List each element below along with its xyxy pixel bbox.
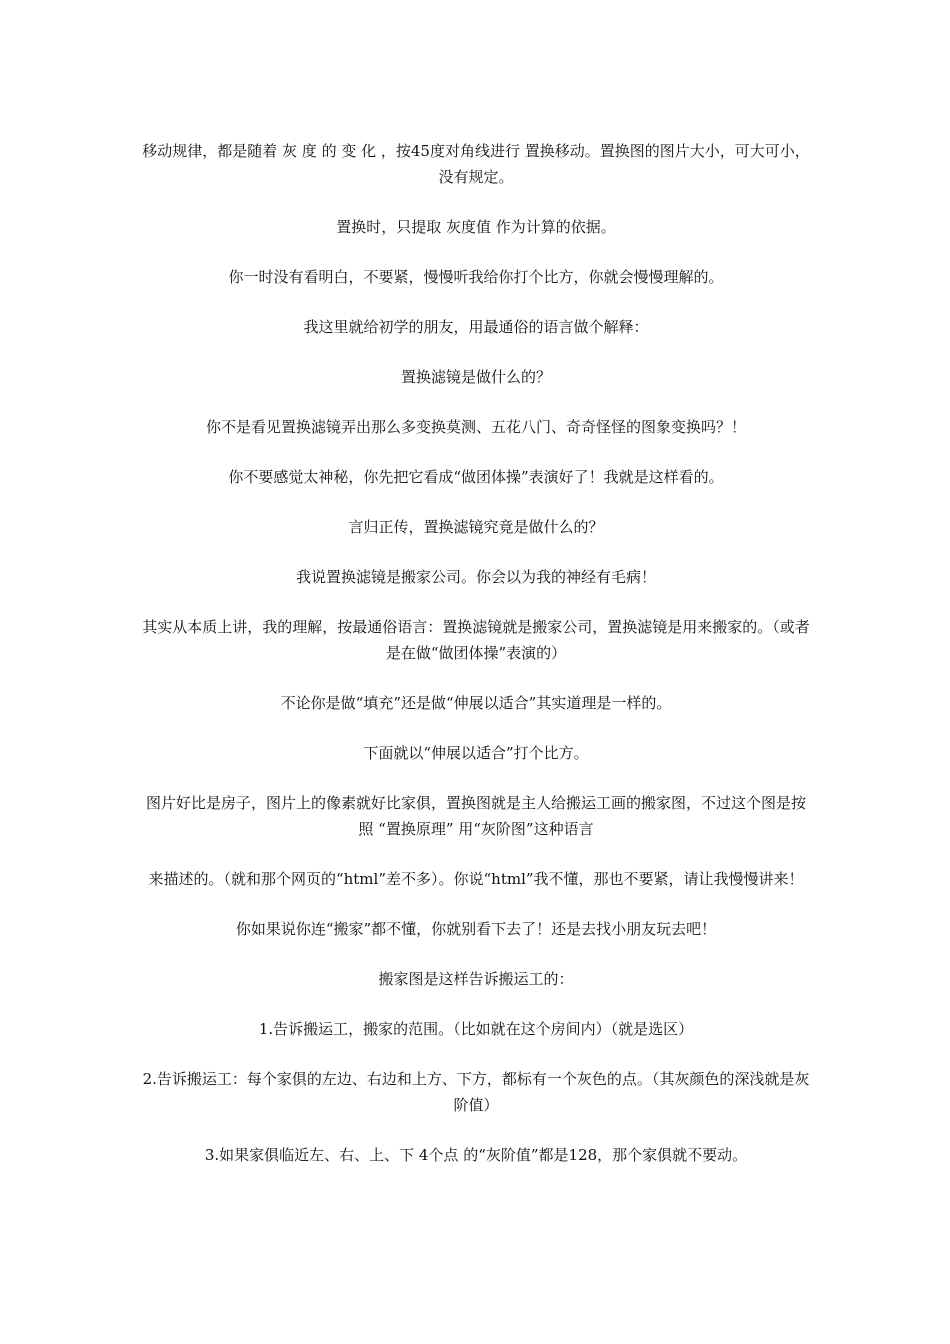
paragraph-3: 你一时没有看明白，不要紧，慢慢听我给你打个比方，你就会慢慢理解的。	[228, 268, 724, 286]
document-body	[142, 138, 810, 1168]
paragraph-1: 移动规律，都是随着 灰 度 的 变 化 ，按45度对角线进行 置换移动。置换图的图片大小，可大可小，没有规定。	[142, 142, 810, 186]
paragraph-6: 你不是看见置换滤镜弄出那么多变换莫测、五花八门、奇奇怪怪的图象变换吗？！	[205, 418, 746, 436]
paragraph-7: 你不要感觉太神秘，你先把它看成“做团体操”表演好了！我就是这样看的。	[228, 468, 724, 486]
paragraph-5: 置换滤镜是做什么的？	[400, 368, 551, 386]
paragraph-2: 置换时，只提取 灰度值 作为计算的依据。	[336, 218, 616, 236]
paragraph-15: 你如果说你连“搬家”都不懂，你就别看下去了！还是去找小朋友玩去吧！	[235, 920, 717, 938]
paragraph-10: 其实从本质上讲，我的理解，按最通俗语言：置换滤镜就是搬家公司，置换滤镜是用来搬家的。（或者是在做“做团体操”表演的）	[142, 618, 810, 662]
paragraph-12: 下面就以“伸展以适合”打个比方。	[363, 744, 589, 762]
paragraph-14: 来描述的。（就和那个网页的“html”差不多）。你说“html”我不懂，那也不要紧，请让我慢慢讲来！	[148, 870, 804, 888]
paragraph-13: 图片好比是房子，图片上的像素就好比家俱，置换图就是主人给搬运工画的搬家图，不过这个图是按照 “置换原理” 用“灰阶图”这种语言	[145, 794, 806, 838]
paragraph-16: 搬家图是这样告诉搬运工的：	[378, 970, 574, 988]
paragraph-4: 我这里就给初学的朋友，用最通俗的语言做个解释：	[303, 318, 649, 336]
paragraph-11: 不论你是做“填充”还是做“伸展以适合”其实道理是一样的。	[280, 694, 672, 712]
paragraph-9: 我说置换滤镜是搬家公司。你会以为我的神经有毛病！	[295, 568, 656, 586]
paragraph-8: 言归正传，置换滤镜究竟是做什么的？	[348, 518, 604, 536]
paragraph-19: 3.如果家俱临近左、右、上、下 4个点 的“灰阶值”都是128，那个家俱就不要动。	[204, 1146, 748, 1164]
paragraph-18: 2.告诉搬运工：每个家俱的左边、右边和上方、下方，都标有一个灰色的点。（其灰颜色的深浅就是灰阶值）	[142, 1070, 810, 1114]
paragraph-17: 1.告诉搬运工，搬家的范围。（比如就在这个房间内）（就是选区）	[258, 1020, 694, 1038]
